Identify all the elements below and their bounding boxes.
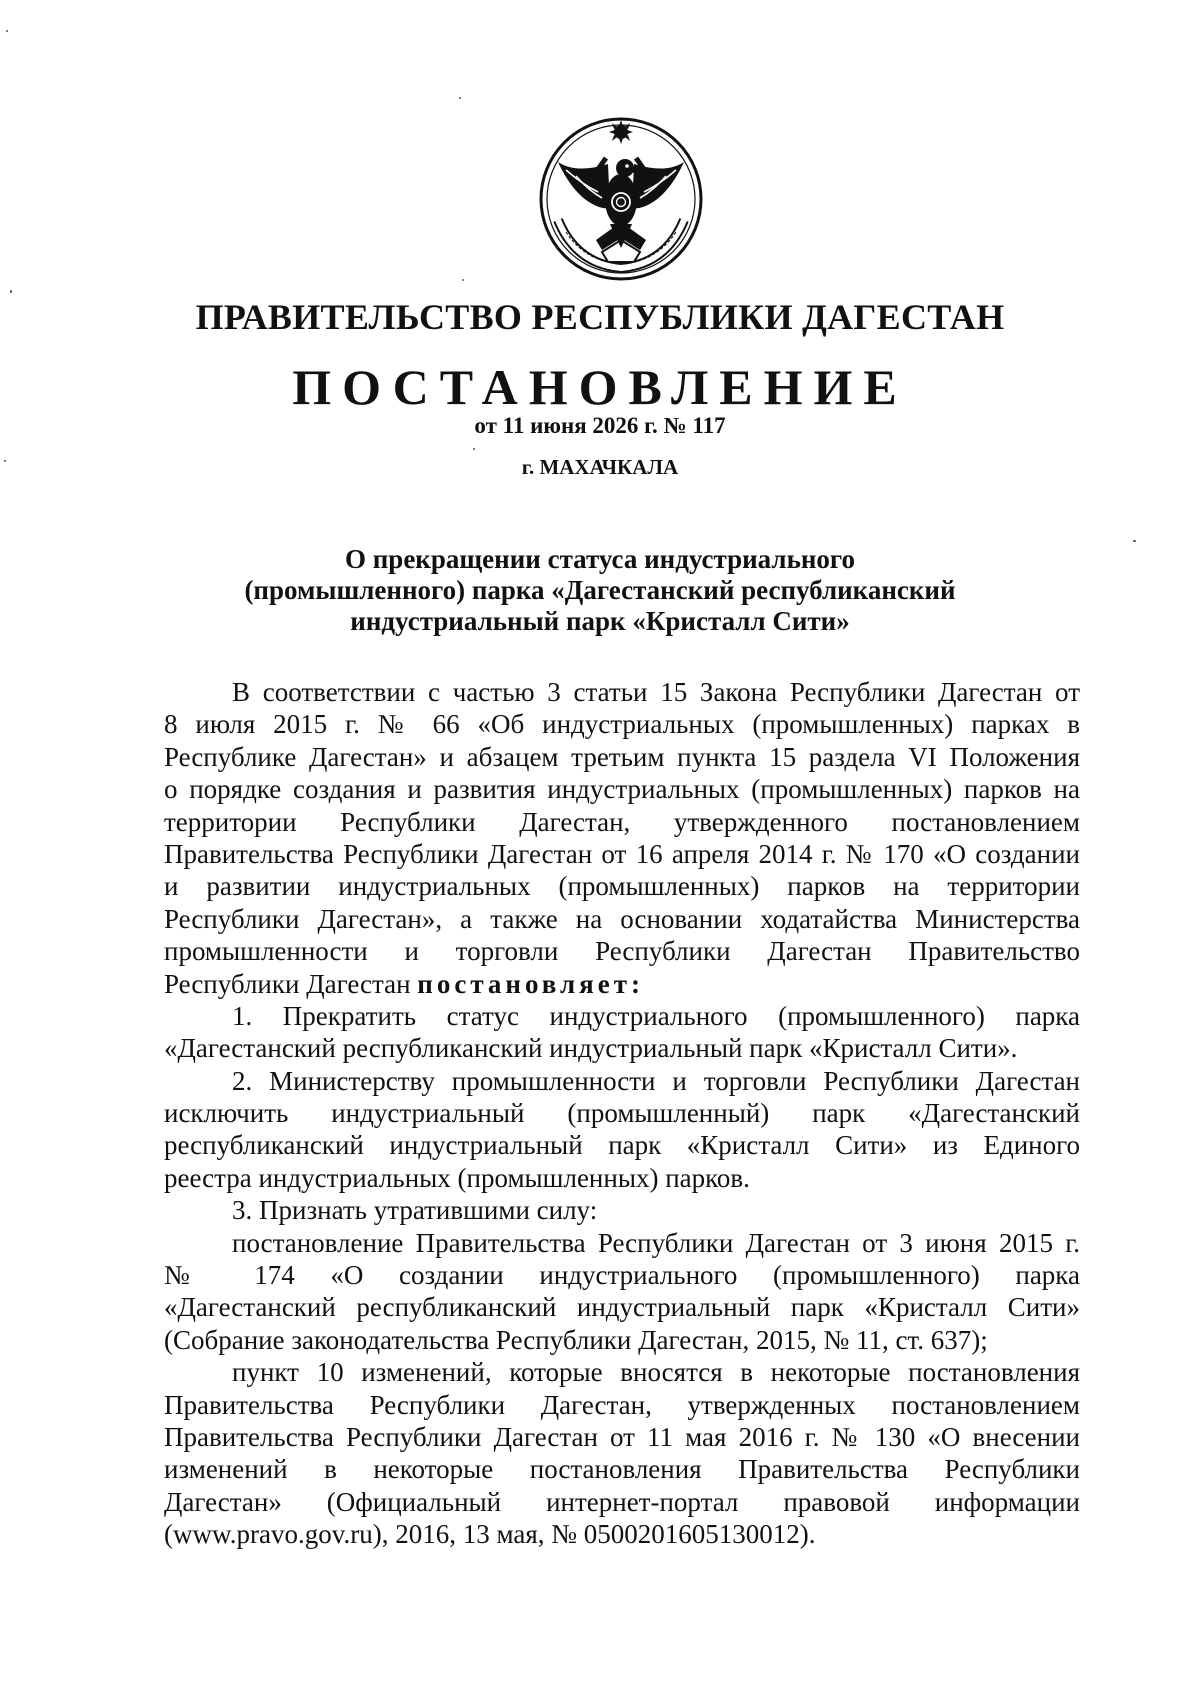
body-line: 1. Прекратить статус индустриального (промышленного) парка	[232, 1000, 1080, 1031]
body-line: реестра индустриальных (промышленных) парков.	[164, 1162, 750, 1193]
body-line: Правительства Республики Дагестан от 16 апреля 2014 г. № 170 «О создании	[164, 838, 1080, 869]
dagestan-coat-of-arms-icon	[536, 114, 706, 284]
document-subject	[120, 544, 1080, 637]
body-line: изменений в некоторые постановления Правительства Республики	[164, 1454, 1080, 1485]
body-line: Правительства Республики Дагестан, утвержденных постановлением	[164, 1389, 1080, 1420]
body-line-decree	[164, 968, 1080, 1000]
scan-speck	[473, 448, 475, 450]
document-type: ПОСТАНОВЛЕНИЕ	[292, 359, 908, 415]
body-line: «Дагестанский республиканский индустриальный парк «Кристалл Сити»	[164, 1292, 1080, 1323]
body-line: Республики Дагестан», а также на основании ходатайства Министерства	[164, 903, 1080, 934]
scan-speck	[10, 290, 12, 293]
body-line: и развитии индустриальных (промышленных) парков на территории	[164, 871, 1080, 902]
body-line: Республики Дагестан	[164, 968, 418, 999]
subject-line: О прекращении статуса индустриального	[345, 544, 855, 574]
document-date-number: от 11 июня 2026 г. № 117	[474, 413, 726, 438]
body-line: пункт 10 изменений, которые вносятся в некоторые постановления	[232, 1357, 1080, 1388]
body-line: (Собрание законодательства Республики Дагестан, 2015, № 11, ст. 637);	[164, 1324, 988, 1355]
body-line: 2. Министерству промышленности и торговли Республики Дагестан	[232, 1065, 1080, 1096]
scan-speck	[1133, 540, 1136, 542]
body-line: Республике Дагестан» и абзацем третьим пункта 15 раздела VI Положения	[164, 741, 1080, 772]
body-line: Правительства Республики Дагестан от 11 мая 2016 г. № 130 «О внесении	[164, 1421, 1080, 1452]
body-line: В соответствии с частью 3 статьи 15 Закона Республики Дагестан от	[232, 677, 1080, 707]
subject-line: индустриальный парк «Кристалл Сити»	[350, 606, 850, 636]
scan-speck	[462, 279, 464, 281]
document-city: г. МАХАЧКАЛА	[521, 455, 679, 479]
body-line: Дагестан» (Официальный интернет-портал правовой информации	[164, 1486, 1080, 1517]
scan-speck	[459, 97, 461, 99]
body-line: республиканский индустриальный парк «Кристалл Сити» из Единого	[164, 1130, 1080, 1161]
body-line: постановление Правительства Республики Дагестан от 3 июня 2015 г.	[232, 1227, 1080, 1258]
scan-speck	[6, 30, 8, 32]
body-line: № 174 «О создании индустриального (промышленного) парка	[164, 1260, 1080, 1291]
body-line: о порядке создания и развития индустриальных (промышленных) парков на	[164, 774, 1080, 805]
body-line: (www.pravo.gov.ru), 2016, 13 мая, № 0500201605130012).	[164, 1519, 816, 1550]
body-line: территории Республики Дагестан, утвержденного постановлением	[164, 806, 1080, 837]
body-line: исключить индустриальный (промышленный) парк «Дагестанский	[164, 1098, 1080, 1129]
body-line: промышленности и торговли Республики Дагестан Правительство	[164, 936, 1080, 967]
document-body	[164, 676, 1080, 1551]
body-line: «Дагестанский республиканский индустриальный парк «Кристалл Сити».	[164, 1033, 1018, 1064]
decree-word: постановляет:	[417, 968, 645, 999]
subject-line: (промышленного) парка «Дагестанский республиканский	[244, 575, 956, 605]
body-line: 8 июля 2015 г. № 66 «Об индустриальных (промышленных) парках в	[164, 709, 1080, 740]
body-line: 3. Признать утратившими силу:	[232, 1195, 598, 1226]
government-title: ПРАВИТЕЛЬСТВО РЕСПУБЛИКИ ДАГЕСТАН	[195, 297, 1005, 337]
